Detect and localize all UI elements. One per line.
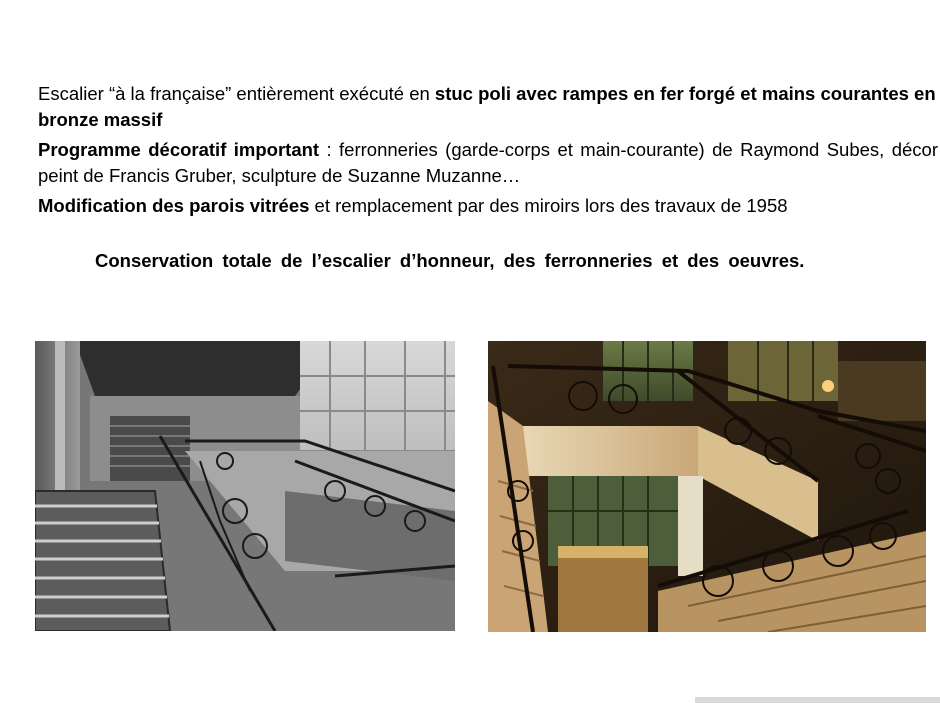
paragraph-bold: stuc poli avec rampes en fer forgé et mains courantes en bronze massif bbox=[38, 83, 936, 130]
slide-footer-bar bbox=[695, 697, 940, 703]
paragraph-glass-walls bbox=[38, 193, 938, 219]
paragraph-staircase-description bbox=[38, 81, 938, 133]
paragraph-text: : ferronneries (garde-corps et main-courante) de Raymond Subes, décor peint de Francis Gruber, sculpture de Suzanne Muzanne… bbox=[38, 139, 938, 186]
paragraph-text: Escalier “à la française” entièrement exécuté en bbox=[38, 83, 435, 104]
conclusion-statement: Conservation totale de l’escalier d’honneur, des ferronneries et des oeuvres. bbox=[95, 250, 805, 271]
staircase-current-photo bbox=[488, 341, 926, 632]
paragraph-decorative-program bbox=[38, 137, 938, 189]
paragraph-text: et remplacement par des miroirs lors des travaux de 1958 bbox=[309, 195, 788, 216]
paragraph-bold: Modification des parois vitrées bbox=[38, 195, 310, 216]
staircase-historic-photo bbox=[35, 341, 455, 631]
paragraph-bold: Programme décoratif important bbox=[38, 139, 320, 160]
